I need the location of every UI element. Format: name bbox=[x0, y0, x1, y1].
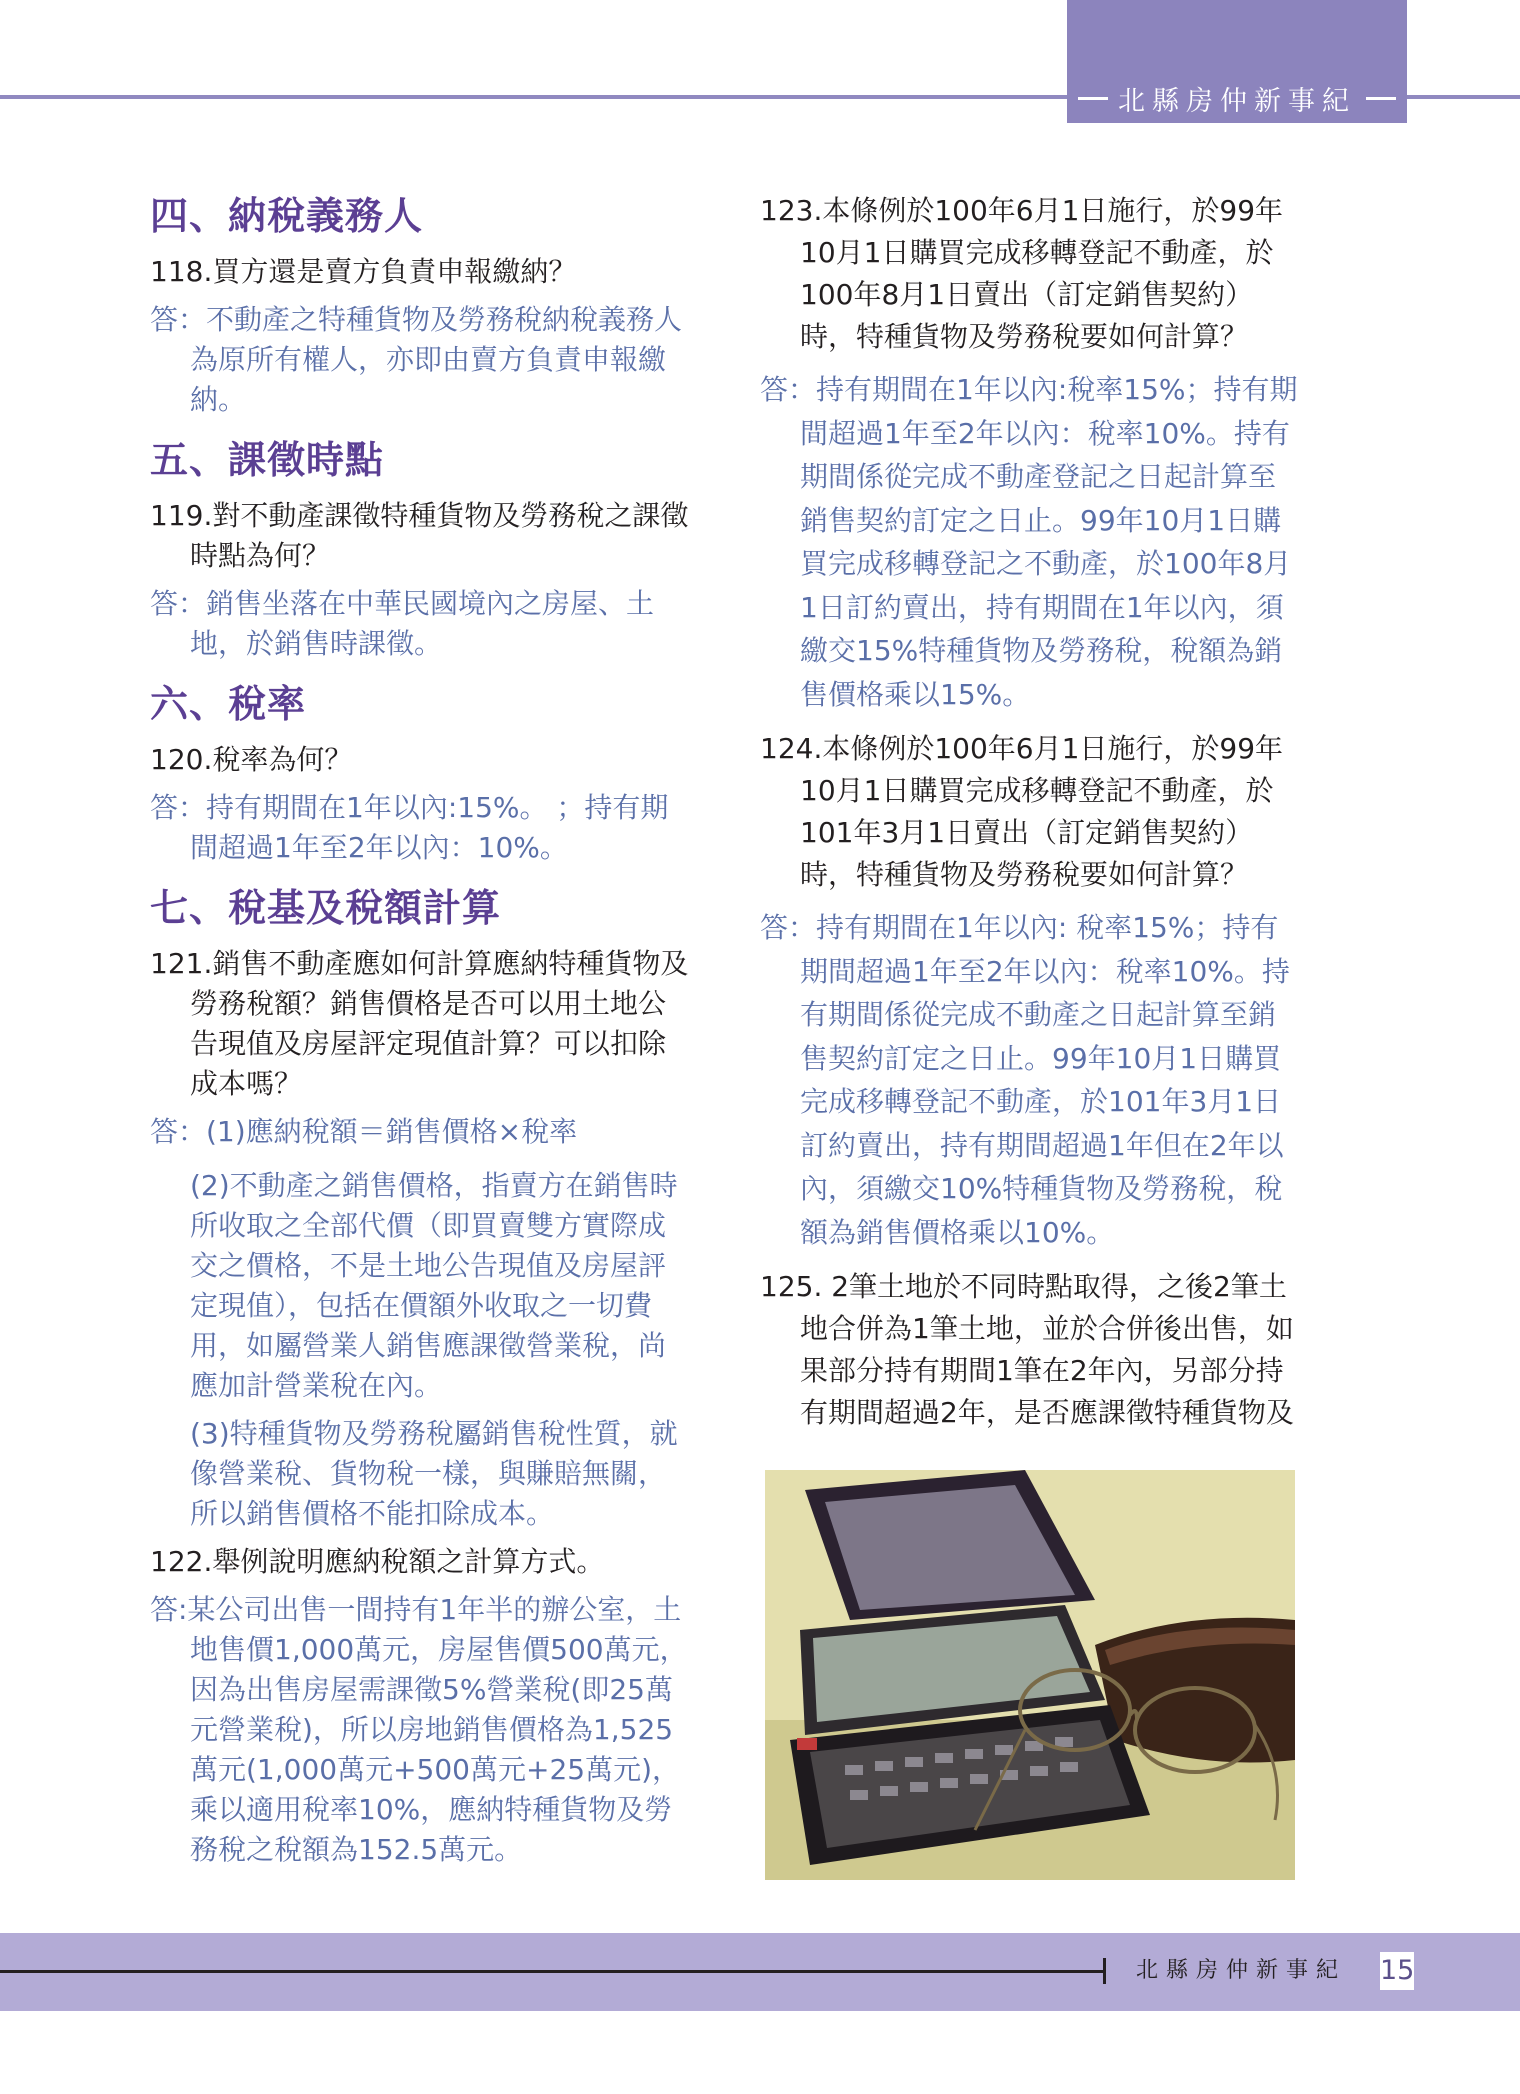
photo-illustration bbox=[765, 1470, 1295, 1880]
answer-124: 答：持有期間在1年以內: 稅率15%；持有期間超過1年至2年以內：稅率10%。持有期間係從完成不動產之日起計算至銷售契約訂定之日止。99年10月1日購買完成移轉登記不動產，於101年3月1日訂約賣出，持有期間超過1年但在2年以內，須繳交10%特種貨物及勞務稅，稅額為銷售價格乘以10%。 bbox=[760, 911, 1290, 1249]
question-123: 123.本條例於100年6月1日施行，於99年10月1日購買完成移轉登記不動產，於100年8月1日賣出（訂定銷售契約）時，特種貨物及勞務稅要如何計算？ bbox=[760, 194, 1284, 353]
footer-rule bbox=[0, 1970, 1105, 1973]
question-121: 121.銷售不動產應如何計算應納特種貨物及勞務稅額？銷售價格是否可以用土地公告現值及房屋評定現值計算？可以扣除成本嗎？ bbox=[150, 947, 689, 1100]
question-119: 119.對不動產課徵特種貨物及勞務稅之課徵時點為何？ bbox=[150, 499, 689, 572]
question-122: 122.舉例說明應納稅額之計算方式。 bbox=[150, 1545, 605, 1578]
question-124: 124.本條例於100年6月1日施行，於99年10月1日購買完成移轉登記不動產，於101年3月1日賣出（訂定銷售契約）時，特種貨物及勞務稅要如何計算？ bbox=[760, 732, 1284, 891]
header-title: 北縣房仲新事紀 bbox=[1118, 85, 1356, 117]
footer-tick bbox=[1103, 1958, 1106, 1984]
answer-122: 答:某公司出售一間持有1年半的辦公室，土地售價1,000萬元，房屋售價500萬元，因為出售房屋需課徵5%營業稅(即25萬元營業稅)，所以房地銷售價格為1,525萬元(1,000萬元+500萬元+25萬元)，乘以適用稅率10%，應納特種貨物及勞務稅之稅額為152.5萬元。 bbox=[150, 1593, 688, 1866]
section-title-6: 六、稅率 bbox=[150, 682, 307, 726]
footer-title: 北縣房仲新事紀 bbox=[1136, 1958, 1347, 1983]
answer-121-part1: 答：(1)應納稅額＝銷售價格×稅率 bbox=[150, 1115, 578, 1148]
question-120: 120.稅率為何？ bbox=[150, 743, 353, 776]
page-number: 15 bbox=[1380, 1952, 1414, 1990]
section-title-7: 七、稅基及稅額計算 bbox=[150, 886, 502, 930]
right-column bbox=[760, 190, 1300, 1444]
question-118: 118.買方還是賣方負責申報繳納？ bbox=[150, 255, 577, 288]
answer-121-part3: (3)特種貨物及勞務稅屬銷售稅性質，就像營業稅、貨物稅一樣，與賺賠無關，所以銷售價格不能扣除成本。 bbox=[190, 1417, 678, 1530]
answer-119: 答：銷售坐落在中華民國境內之房屋、土地，於銷售時課徵。 bbox=[150, 587, 655, 660]
question-125: 125. 2筆土地於不同時點取得，之後2筆土地合併為1筆土地，並於合併後出售，如果部分持有期間1筆在2年內，另部分持有期間超過2年，是否應課徵特種貨物及 bbox=[760, 1270, 1294, 1429]
header-dash-right bbox=[1366, 97, 1396, 100]
left-column bbox=[150, 190, 690, 1884]
answer-121-part2: (2)不動產之銷售價格，指賣方在銷售時所收取之全部代價（即買賣雙方實際成交之價格，不是土地公告現值及房屋評定現值），包括在價額外收取之一切費用，如屬營業人銷售應課徵營業稅，尚應加計營業稅在內。 bbox=[190, 1169, 678, 1402]
section-title-4: 四、納稅義務人 bbox=[150, 194, 424, 238]
photo-pda-and-glasses bbox=[765, 1470, 1295, 1880]
section-title-5: 五、課徵時點 bbox=[150, 438, 385, 482]
header-title-row bbox=[1067, 78, 1407, 118]
header-dash-left bbox=[1078, 97, 1108, 100]
answer-118: 答：不動產之特種貨物及勞務稅納稅義務人為原所有權人，亦即由賣方負責申報繳納。 bbox=[150, 303, 683, 416]
answer-123: 答：持有期間在1年以內:稅率15%；持有期間超過1年至2年以內：稅率10%。持有期間係從完成不動產登記之日起計算至銷售契約訂定之日止。99年10月1日購買完成移轉登記之不動產，於100年8月1日訂約賣出，持有期間在1年以內，須繳交15%特種貨物及勞務稅，稅額為銷售價格乘以15%。 bbox=[760, 373, 1298, 711]
answer-120: 答：持有期間在1年以內:15%。 ；持有期間超過1年至2年以內：10%。 bbox=[150, 791, 669, 864]
